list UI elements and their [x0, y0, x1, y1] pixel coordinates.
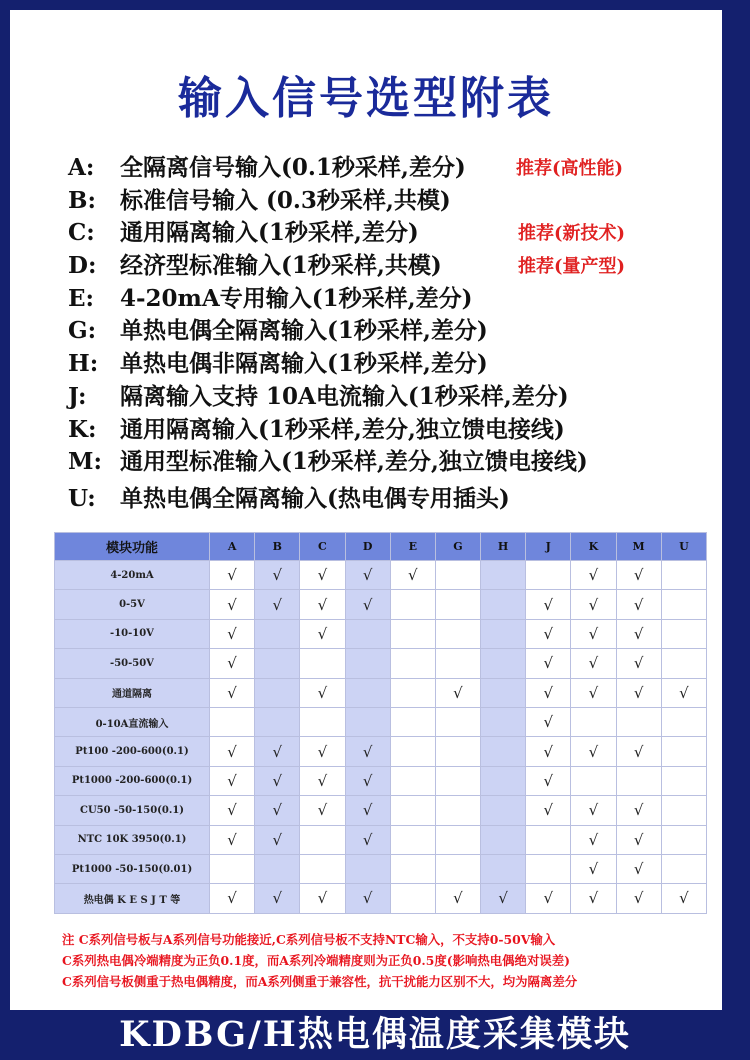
option-code: C:	[68, 219, 95, 247]
check-mark: √	[526, 619, 571, 648]
check-mark: √	[345, 561, 390, 590]
empty-cell	[481, 796, 526, 825]
empty-cell	[300, 825, 345, 854]
check-mark: √	[300, 590, 345, 619]
check-mark: √	[210, 884, 255, 913]
empty-cell	[661, 649, 706, 678]
empty-cell	[435, 854, 480, 883]
table-row	[55, 737, 707, 766]
check-mark: √	[661, 678, 706, 707]
check-mark: √	[255, 737, 300, 766]
check-mark: √	[255, 590, 300, 619]
empty-cell	[661, 619, 706, 648]
check-mark: √	[210, 766, 255, 795]
check-mark: √	[300, 678, 345, 707]
empty-cell	[481, 590, 526, 619]
empty-cell	[345, 854, 390, 883]
note-line: C系列信号板侧重于热电偶精度，而A系列侧重于兼容性，抗干扰能力区别不大，均为隔离差分	[62, 974, 578, 989]
empty-cell	[661, 590, 706, 619]
check-mark: √	[571, 561, 616, 590]
check-mark: √	[526, 884, 571, 913]
check-mark: √	[210, 796, 255, 825]
check-mark: √	[616, 884, 661, 913]
empty-cell	[661, 737, 706, 766]
check-mark: √	[526, 796, 571, 825]
recommend-tag: 推荐(高性能)	[516, 158, 624, 179]
check-mark: √	[300, 884, 345, 913]
option-code: G:	[68, 317, 97, 345]
check-mark: √	[210, 561, 255, 590]
empty-cell	[210, 854, 255, 883]
empty-cell	[390, 796, 435, 825]
empty-cell	[435, 561, 480, 590]
empty-cell	[435, 590, 480, 619]
empty-cell	[481, 649, 526, 678]
empty-cell	[345, 707, 390, 736]
footer-product-name: KDBG/H热电偶温度采集模块	[119, 1014, 631, 1055]
check-mark: √	[210, 678, 255, 707]
empty-cell	[390, 766, 435, 795]
table-row	[55, 590, 707, 619]
empty-cell	[481, 619, 526, 648]
check-mark: √	[661, 884, 706, 913]
check-mark: √	[616, 649, 661, 678]
table-body	[55, 561, 707, 914]
check-mark: √	[616, 796, 661, 825]
empty-cell	[390, 825, 435, 854]
check-mark: √	[255, 561, 300, 590]
empty-cell	[571, 707, 616, 736]
check-mark: √	[300, 619, 345, 648]
option-item	[68, 315, 718, 348]
row-label: NTC 10K 3950(0.1)	[55, 825, 210, 854]
table-row	[55, 884, 707, 913]
poster-panel	[10, 10, 722, 1010]
check-mark: √	[616, 590, 661, 619]
check-mark: √	[300, 737, 345, 766]
table-row	[55, 561, 707, 590]
empty-cell	[481, 707, 526, 736]
empty-cell	[390, 678, 435, 707]
row-label: 4-20mA	[55, 561, 210, 590]
option-item	[68, 152, 718, 185]
check-mark: √	[526, 766, 571, 795]
row-label: 通道隔离	[55, 678, 210, 707]
option-text: 隔离输入支持 10A电流输入(1秒采样,差分)	[120, 382, 569, 410]
empty-cell	[481, 678, 526, 707]
table-row	[55, 796, 707, 825]
empty-cell	[481, 561, 526, 590]
option-text: 标准信号输入 (0.3秒采样,共模)	[120, 186, 451, 214]
check-mark: √	[435, 884, 480, 913]
check-mark: √	[571, 649, 616, 678]
empty-cell	[300, 707, 345, 736]
check-mark: √	[481, 884, 526, 913]
row-label: Pt1000 -200-600(0.1)	[55, 766, 210, 795]
check-mark: √	[345, 737, 390, 766]
option-text: 单热电偶非隔离输入(1秒采样,差分)	[120, 350, 488, 378]
header-col-e: E	[390, 533, 435, 561]
empty-cell	[435, 619, 480, 648]
check-mark: √	[210, 649, 255, 678]
empty-cell	[390, 649, 435, 678]
check-mark: √	[616, 561, 661, 590]
option-code: K:	[68, 415, 97, 443]
option-code: H:	[68, 350, 99, 378]
header-col-d: D	[345, 533, 390, 561]
note-line: C系列热电偶冷端精度为正负0.1度，而A系列冷端精度则为正负0.5度(影响热电偶绝对误差)	[62, 953, 570, 968]
empty-cell	[526, 825, 571, 854]
option-code: D:	[68, 252, 97, 280]
empty-cell	[526, 561, 571, 590]
check-mark: √	[255, 796, 300, 825]
empty-cell	[481, 766, 526, 795]
check-mark: √	[255, 825, 300, 854]
option-item	[68, 185, 718, 218]
option-text: 单热电偶全隔离输入(热电偶专用插头)	[120, 484, 510, 512]
option-text: 全隔离信号输入(0.1秒采样,差分)	[120, 154, 466, 181]
option-text: 经济型标准输入(1秒采样,共模)	[120, 252, 442, 280]
empty-cell	[616, 766, 661, 795]
option-code: U:	[68, 484, 96, 512]
check-mark: √	[255, 884, 300, 913]
header-col-c: C	[300, 533, 345, 561]
option-code: J:	[68, 382, 87, 410]
check-mark: √	[616, 854, 661, 883]
empty-cell	[345, 649, 390, 678]
empty-cell	[435, 766, 480, 795]
header-col-g: G	[435, 533, 480, 561]
empty-cell	[435, 737, 480, 766]
check-mark: √	[300, 561, 345, 590]
empty-cell	[661, 766, 706, 795]
empty-cell	[435, 825, 480, 854]
empty-cell	[210, 707, 255, 736]
check-mark: √	[300, 766, 345, 795]
empty-cell	[435, 796, 480, 825]
option-list	[68, 152, 718, 516]
empty-cell	[390, 707, 435, 736]
check-mark: √	[526, 649, 571, 678]
empty-cell	[255, 619, 300, 648]
check-mark: √	[526, 590, 571, 619]
recommend-tag: 推荐(新技术)	[518, 223, 626, 245]
notes	[62, 929, 732, 992]
check-mark: √	[526, 737, 571, 766]
module-function-table	[54, 532, 707, 914]
empty-cell	[345, 619, 390, 648]
option-text: 通用型标准输入(1秒采样,差分,独立馈电接线)	[120, 448, 588, 476]
table-row	[55, 707, 707, 736]
empty-cell	[571, 766, 616, 795]
empty-cell	[390, 590, 435, 619]
option-item	[68, 217, 718, 250]
empty-cell	[255, 649, 300, 678]
option-text: 通用隔离输入(1秒采样,差分,独立馈电接线)	[120, 415, 565, 443]
empty-cell	[481, 825, 526, 854]
check-mark: √	[616, 737, 661, 766]
option-text: 4-20mA专用输入(1秒采样,差分)	[120, 284, 473, 312]
header-col-k: K	[571, 533, 616, 561]
option-item	[68, 250, 718, 283]
check-mark: √	[571, 796, 616, 825]
option-code: M:	[68, 448, 102, 476]
empty-cell	[300, 854, 345, 883]
check-mark: √	[345, 825, 390, 854]
page-title: 输入信号选型附表	[178, 73, 554, 124]
header-col-m: M	[616, 533, 661, 561]
empty-cell	[481, 854, 526, 883]
recommend-tag: 推荐(量产型)	[518, 256, 626, 278]
header-col-j: J	[526, 533, 571, 561]
header-module-function: 模块功能	[55, 533, 210, 561]
table-row	[55, 766, 707, 795]
option-code: A:	[68, 154, 95, 181]
row-label: 热电偶 K E S J T 等	[55, 884, 210, 913]
option-item	[68, 283, 718, 316]
check-mark: √	[435, 678, 480, 707]
check-mark: √	[571, 825, 616, 854]
empty-cell	[481, 737, 526, 766]
empty-cell	[661, 825, 706, 854]
table-row	[55, 619, 707, 648]
check-mark: √	[616, 825, 661, 854]
empty-cell	[661, 796, 706, 825]
check-mark: √	[571, 619, 616, 648]
table-row	[55, 825, 707, 854]
option-text: 单热电偶全隔离输入(1秒采样,差分)	[120, 317, 488, 345]
check-mark: √	[571, 590, 616, 619]
header-col-u: U	[661, 533, 706, 561]
check-mark: √	[390, 561, 435, 590]
table-row	[55, 854, 707, 883]
empty-cell	[345, 678, 390, 707]
check-mark: √	[300, 796, 345, 825]
check-mark: √	[616, 678, 661, 707]
empty-cell	[390, 854, 435, 883]
empty-cell	[616, 707, 661, 736]
empty-cell	[255, 854, 300, 883]
empty-cell	[661, 707, 706, 736]
table-row	[55, 649, 707, 678]
option-item	[68, 381, 718, 414]
empty-cell	[255, 678, 300, 707]
option-code: E:	[68, 284, 95, 312]
option-text: 通用隔离输入(1秒采样,差分)	[120, 219, 419, 247]
option-code: B:	[68, 186, 96, 214]
empty-cell	[390, 884, 435, 913]
check-mark: √	[345, 590, 390, 619]
check-mark: √	[255, 766, 300, 795]
row-label: Pt100 -200-600(0.1)	[55, 737, 210, 766]
check-mark: √	[571, 737, 616, 766]
check-mark: √	[210, 590, 255, 619]
empty-cell	[435, 707, 480, 736]
row-label: -50-50V	[55, 649, 210, 678]
option-item	[68, 414, 718, 447]
check-mark: √	[210, 825, 255, 854]
header-col-a: A	[210, 533, 255, 561]
row-label: -10-10V	[55, 619, 210, 648]
check-mark: √	[571, 884, 616, 913]
check-mark: √	[526, 678, 571, 707]
row-label: CU50 -50-150(0.1)	[55, 796, 210, 825]
check-mark: √	[616, 619, 661, 648]
table-header-row	[55, 533, 707, 561]
check-mark: √	[210, 619, 255, 648]
option-item	[68, 348, 718, 381]
check-mark: √	[571, 854, 616, 883]
option-item	[68, 446, 718, 479]
header-col-b: B	[255, 533, 300, 561]
empty-cell	[661, 854, 706, 883]
check-mark: √	[526, 707, 571, 736]
empty-cell	[390, 737, 435, 766]
row-label: Pt1000 -50-150(0.01)	[55, 854, 210, 883]
check-mark: √	[345, 796, 390, 825]
check-mark: √	[571, 678, 616, 707]
row-label: 0-5V	[55, 590, 210, 619]
table-row	[55, 678, 707, 707]
row-label: 0-10A直流输入	[55, 707, 210, 736]
empty-cell	[255, 707, 300, 736]
check-mark: √	[210, 737, 255, 766]
check-mark: √	[345, 884, 390, 913]
header-col-h: H	[481, 533, 526, 561]
empty-cell	[526, 854, 571, 883]
empty-cell	[300, 649, 345, 678]
empty-cell	[390, 619, 435, 648]
option-item	[68, 483, 718, 516]
check-mark: √	[345, 766, 390, 795]
note-line: 注 C系列信号板与A系列信号功能接近,C系列信号板不支持NTC输入，不支持0-50V输入	[62, 932, 556, 947]
empty-cell	[661, 561, 706, 590]
empty-cell	[435, 649, 480, 678]
